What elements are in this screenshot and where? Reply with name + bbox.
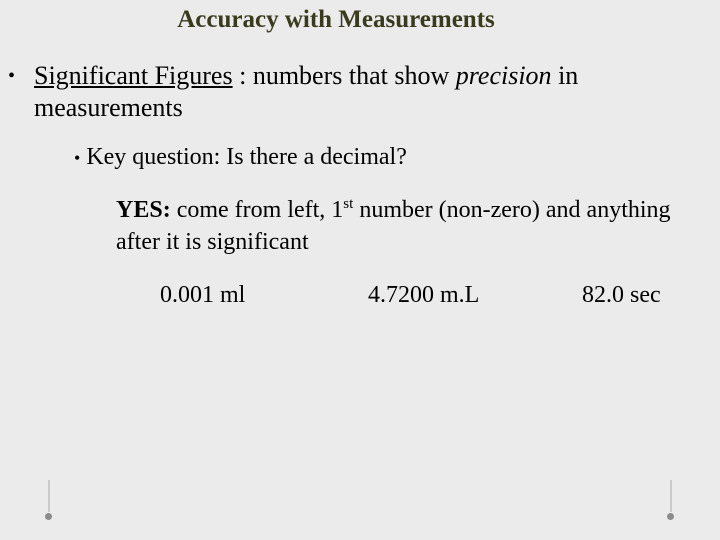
- yes-text-part-2: number (non-zero) and anything after it is significant: [116, 197, 671, 255]
- left-decor-line: [48, 480, 50, 512]
- yes-label: YES:: [116, 197, 171, 223]
- main-bullet-text: [8, 60, 708, 124]
- sub-bullet: [74, 141, 694, 174]
- slide-title: Accuracy with Measurements: [177, 6, 495, 33]
- yes-rule: [116, 194, 706, 258]
- left-decor-dot-icon: [45, 513, 52, 520]
- example-1: 0.001 ml: [160, 282, 246, 308]
- right-decor-line: [670, 480, 672, 512]
- yes-superscript: st: [343, 196, 354, 212]
- sub-bullet-text: Key question: Is there a decimal?: [86, 144, 407, 170]
- main-bullet: [8, 60, 708, 124]
- definition-part-1: : numbers that show: [232, 61, 456, 90]
- definition-emphasis: precision: [455, 61, 552, 90]
- right-decor-dot-icon: [667, 513, 674, 520]
- yes-text-part-1: come from left, 1: [170, 197, 344, 223]
- sub-bullet-dot-icon: •: [74, 148, 81, 168]
- example-3: 82.0 sec: [582, 282, 661, 308]
- example-2: 4.7200 m.L: [368, 282, 480, 308]
- bullet-dot-icon: •: [8, 65, 16, 87]
- term-significant-figures: Significant Figures: [34, 61, 233, 90]
- definition-part-2: in measurements: [34, 61, 579, 122]
